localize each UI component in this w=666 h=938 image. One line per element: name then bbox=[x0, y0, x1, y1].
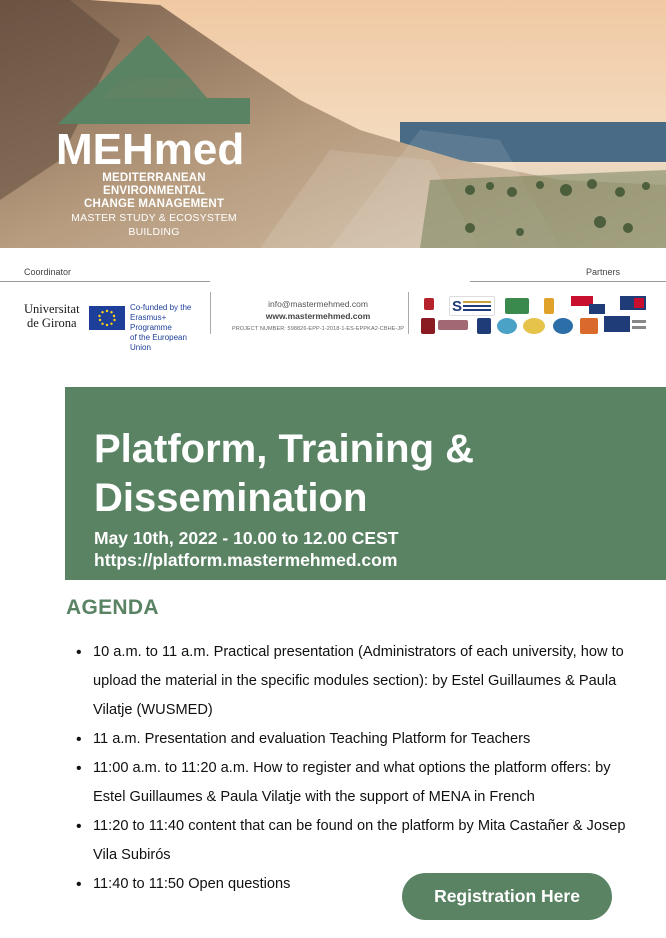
divider bbox=[408, 292, 409, 334]
agenda-list bbox=[72, 638, 632, 899]
logo-subtitle-line3: MASTER STUDY & ECOSYSTEM BUILDING bbox=[71, 212, 237, 238]
udg-line1: Universitat bbox=[24, 302, 80, 316]
partner-logo-icon bbox=[553, 318, 573, 334]
eu-flag-icon bbox=[89, 306, 125, 330]
hero-banner bbox=[0, 0, 666, 248]
project-number: PROJECT NUMBER: 598826-EPP-1-2018-1-ES-EPPKA2-CBHE-JP bbox=[231, 326, 405, 332]
agenda-item: • 11:00 a.m. to 11:20 a.m. How to register and what options the platform offers: by Estel Guillaumes & Paula Vilatje with the support of MENA in French bbox=[72, 754, 632, 812]
erasmus-cofunded-text bbox=[130, 303, 210, 353]
partner-logo-icon bbox=[424, 298, 434, 310]
eu-line1: Co-funded by the bbox=[130, 303, 192, 312]
contact-block bbox=[228, 298, 408, 336]
eu-line2: Erasmus+ Programme bbox=[130, 313, 172, 332]
partner-logo-icon bbox=[438, 320, 468, 330]
universitat-de-girona-logo bbox=[24, 302, 80, 330]
svg-text:S: S bbox=[452, 298, 463, 315]
partner-logo-icon bbox=[544, 298, 554, 314]
agenda-item: • 11:20 to 11:40 content that can be found on the platform by Mita Castañer & Josep Vila Subirós bbox=[72, 812, 632, 870]
partner-logo-icon bbox=[580, 318, 598, 334]
logo-title: MEHmed bbox=[56, 125, 245, 174]
agenda-heading: AGENDA bbox=[66, 596, 159, 619]
coordinator-label: Coordinator bbox=[24, 267, 72, 277]
wusmed-logo-icon bbox=[571, 296, 605, 314]
event-title: Platform, Training & Dissemination bbox=[94, 427, 475, 520]
partner-logo-icon bbox=[505, 298, 529, 314]
sorbonne-logo-icon bbox=[449, 296, 495, 316]
divider bbox=[210, 292, 211, 334]
partner-logo-icon bbox=[523, 318, 545, 334]
contact-email[interactable]: info@mastermehmed.com bbox=[268, 299, 368, 309]
partners-label: Partners bbox=[586, 267, 621, 277]
event-url[interactable]: https://platform.mastermehmed.com bbox=[94, 550, 398, 570]
event-title-box bbox=[65, 387, 666, 580]
mt-logo-icon bbox=[604, 316, 648, 334]
udg-line2: de Girona bbox=[26, 316, 77, 330]
agenda-item: • 11 a.m. Presentation and evaluation Teaching Platform for Teachers bbox=[72, 725, 632, 754]
partner-logo-icon bbox=[477, 318, 491, 334]
agenda-item: • 11:40 to 11:50 Open questions bbox=[72, 870, 632, 899]
agenda-item: • 10 a.m. to 11 a.m. Practical presentation (Administrators of each university, how to upload the material in the specific modules section): by Estel Guillaumes & Paula Vilatje (WUSMED) bbox=[72, 638, 632, 725]
partner-logo-icon bbox=[497, 318, 517, 334]
divider bbox=[470, 281, 666, 282]
logo-subtitle-line2: CHANGE MANAGEMENT bbox=[83, 198, 225, 210]
partner-logo-icon bbox=[421, 318, 435, 334]
eu-line3: of the European Union bbox=[130, 333, 187, 352]
logo-text-block bbox=[56, 125, 252, 239]
logo-subtitle-line1: MEDITERRANEAN ENVIRONMENTAL bbox=[102, 172, 206, 197]
contact-website[interactable]: www.mastermehmed.com bbox=[265, 311, 371, 321]
registration-button[interactable]: Registration Here bbox=[402, 873, 612, 920]
divider bbox=[0, 281, 210, 282]
event-datetime: May 10th, 2022 - 10.00 to 12.00 CEST bbox=[94, 528, 399, 548]
anr-logo-icon bbox=[620, 296, 646, 310]
